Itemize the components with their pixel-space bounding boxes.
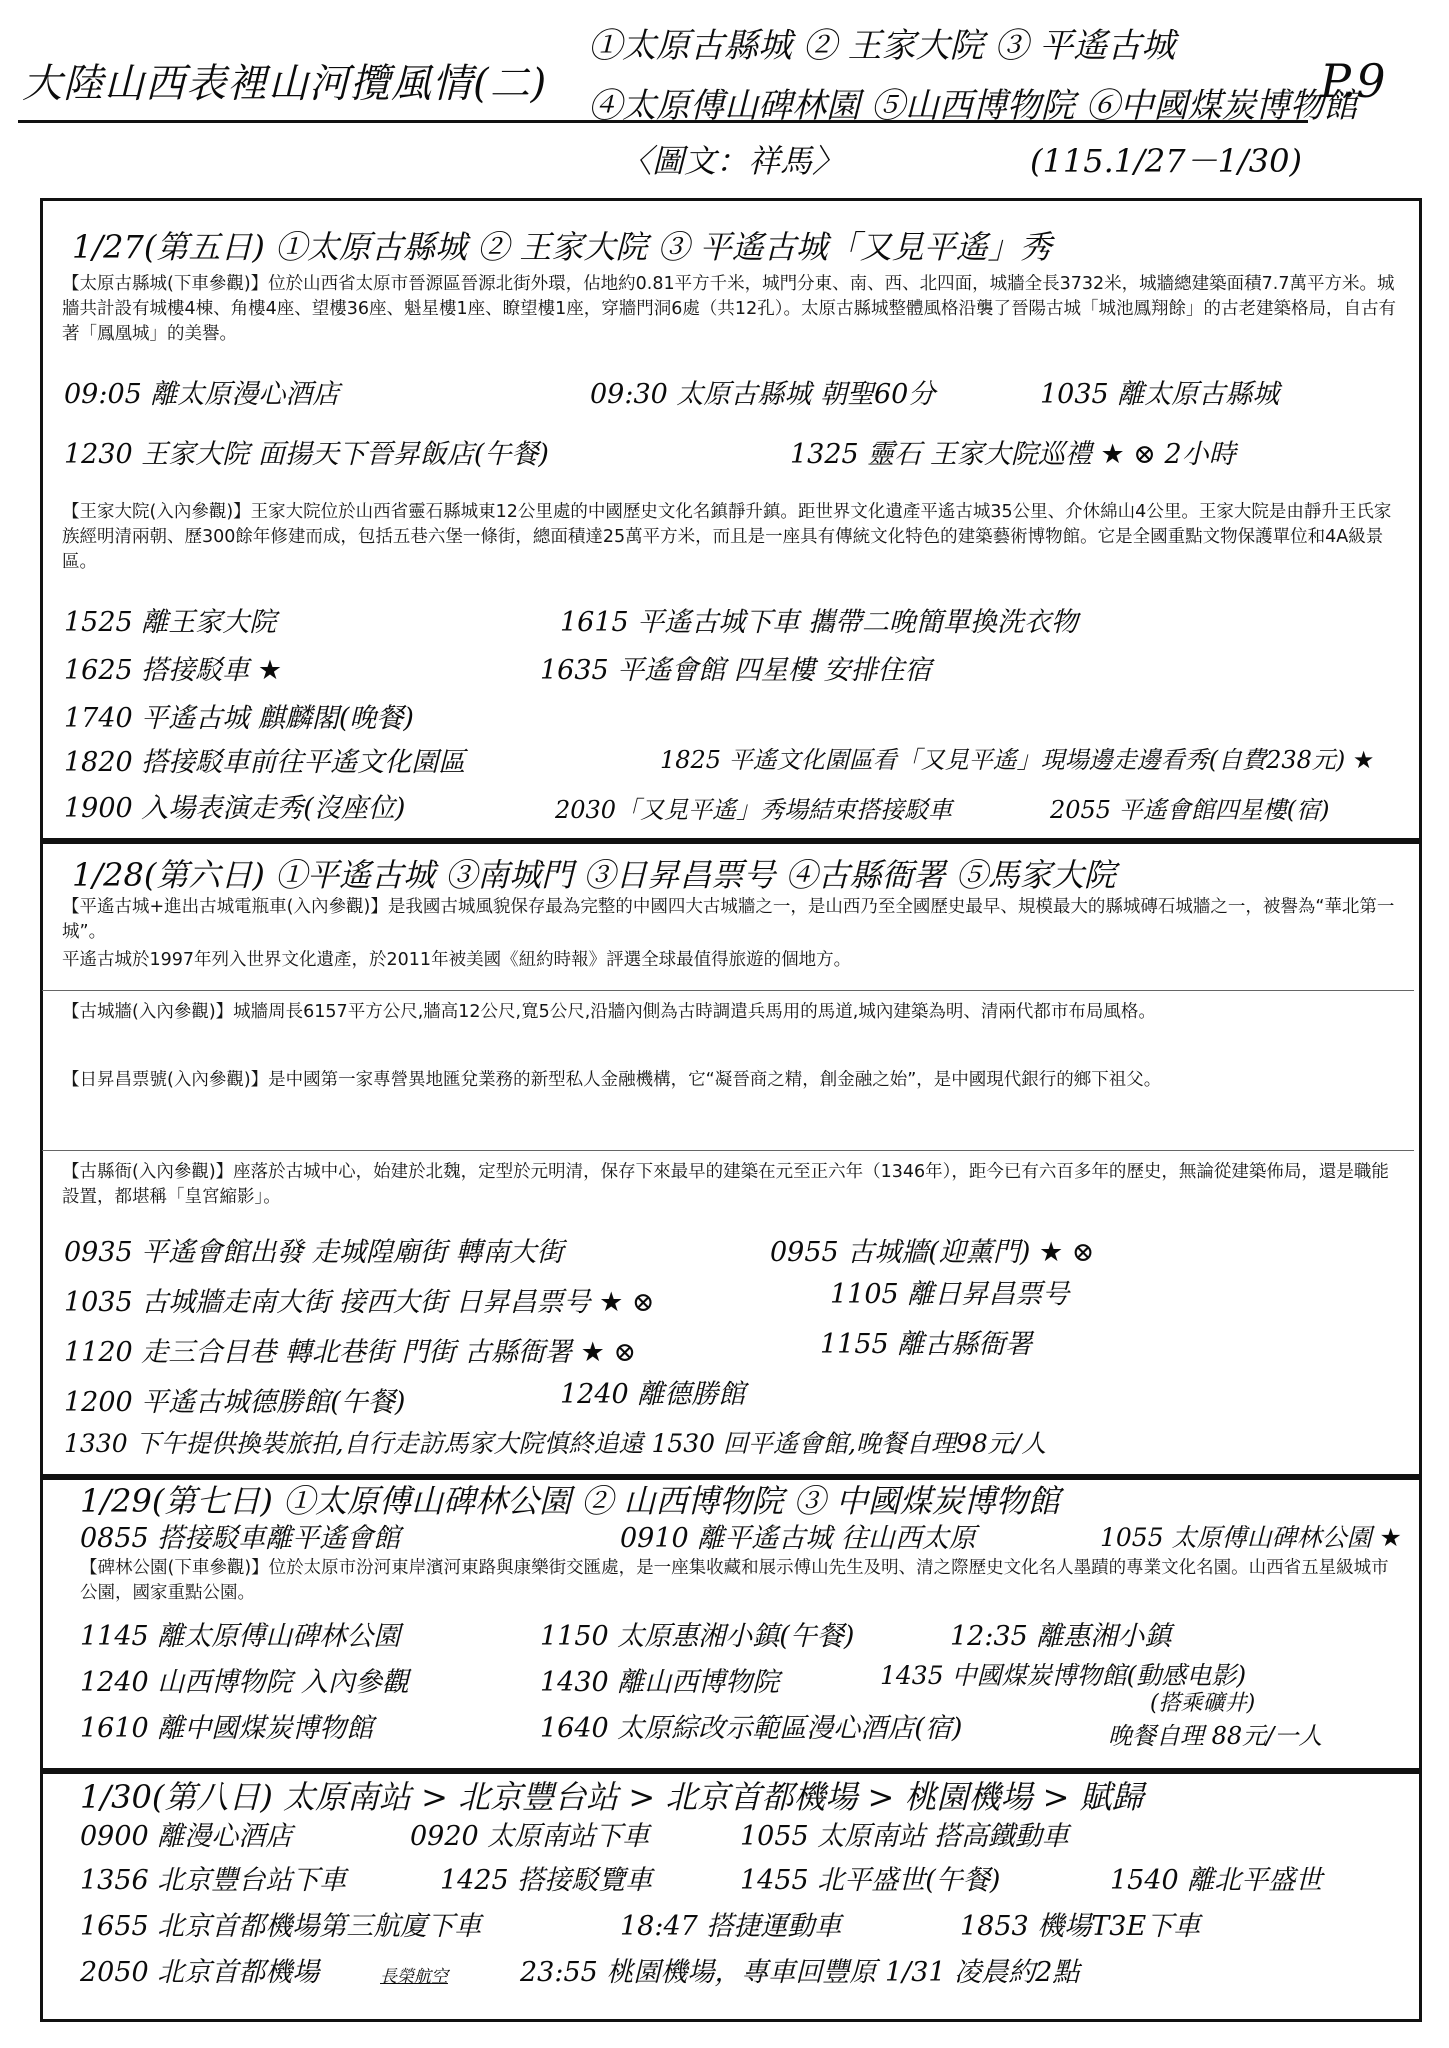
day7-schedule-1055-text: 1055 太原傅山碑林公園 <box>1100 1523 1372 1552</box>
day7-paragraph-beilin: 【碑林公園(下車參觀)】位於太原市汾河東岸濱河東路與康樂街交匯處，是一座集收藏和展示傅山先生及明、清之際歷史文化名人墨蹟的專業文化名園。山西省五星級城市公園，國家重點公園。 <box>80 1558 1389 1603</box>
day7-schedule-1240: 1240 山西博物院 入內參觀 <box>80 1667 409 1698</box>
day5-schedule-1625 <box>64 648 282 687</box>
day5-schedule-1825-text: 1825 平遙文化園區看「又見平遙」現場邊走邊看秀(自費238元) <box>660 746 1346 774</box>
day7-schedule-1235: 12:35 離惠湘小鎮 <box>950 1621 1172 1652</box>
day8-schedule-0900: 0900 離漫心酒店 <box>80 1821 293 1852</box>
day8-schedule-1055: 1055 太原南站 搭高鐵動車 <box>740 1821 1069 1852</box>
star-mark: ★ <box>1100 439 1125 470</box>
trip-dates: (115.1/27－1/30) <box>1030 142 1302 180</box>
day6-paragraph-citywall: 【古城牆(入內參觀)】城牆周長6157平方公尺,牆高12公尺,寬5公尺,沿牆內側為古時調遣兵馬用的馬道,城內建築為明、清兩代都市布局風格。 <box>62 1002 1156 1022</box>
star-mark: ★ <box>1379 1523 1402 1552</box>
day5-schedule-1230: 1230 王家大院 面揚天下晉昇飯店(午餐) <box>64 439 549 470</box>
day7-schedule-1055 <box>1100 1518 1402 1554</box>
star-mark: ★ <box>1352 746 1375 774</box>
page-number: P.9 <box>1320 54 1386 108</box>
document-title: 大陸山西表裡山河攬風情(二) <box>22 61 548 107</box>
day5-schedule-1325-text: 1325 靈石 王家大院巡禮 <box>790 439 1092 470</box>
day8-schedule-1853: 1853 機場T3E下車 <box>960 1911 1201 1942</box>
day5-schedule-1820: 1820 搭接駁車前往平遙文化園區 <box>64 747 466 778</box>
day5-schedule-1740: 1740 平遙古城 麒麟閣(晚餐) <box>64 703 414 734</box>
author-credit: 〈圖文：祥馬〉 <box>620 142 845 180</box>
title-underline <box>18 120 1308 123</box>
day7-schedule-0855: 0855 搭接駁車離平遙會館 <box>80 1523 401 1554</box>
airline-label: 長榮航空 <box>380 1967 448 1987</box>
day6-schedule-1035-text: 1035 古城牆走南大街 接西大街 日昇昌票号 <box>64 1287 591 1318</box>
day8-schedule-2050: 2050 北京首都機場 <box>80 1957 320 1988</box>
star-mark: ★ <box>1038 1237 1064 1268</box>
day7-schedule-1435-note: (搭乘礦井) <box>1150 1691 1256 1716</box>
day8-schedule-0920: 0920 太原南站下車 <box>410 1821 650 1852</box>
header-subtitle-line1: ①太原古縣城 ② 王家大院 ③ 平遙古城 <box>588 26 1176 66</box>
day5-schedule-0930: 09:30 太原古縣城 朝聖60分 <box>590 379 936 410</box>
day8-schedule-1356: 1356 北京豐台站下車 <box>80 1865 347 1896</box>
day6-schedule-0955-text: 0955 古城牆(迎薰門) <box>770 1237 1031 1268</box>
day5-schedule-1900: 1900 入場表演走秀(沒座位) <box>64 793 406 824</box>
day5-schedule-0905: 09:05 離太原漫心酒店 <box>64 379 340 410</box>
day6-paragraph-unesco: 平遙古城於1997年列入世界文化遺產，於2011年被美國《紐約時報》評選全球最值得旅遊的個地方。 <box>62 950 852 970</box>
day6-schedule-1035 <box>64 1280 655 1319</box>
day7-schedule-1435: 1435 中國煤炭博物館(動感电影) <box>880 1661 1247 1690</box>
cross-mark: ⊗ <box>1071 1237 1095 1268</box>
cross-mark: ⊗ <box>1133 439 1156 470</box>
day5-schedule-1325 <box>790 432 1236 471</box>
day5-schedule-1615: 1615 平遙古城下車 攜帶二晚簡單換洗衣物 <box>560 607 1078 638</box>
day6-schedule-0935: 0935 平遙會館出發 走城隍廟街 轉南大街 <box>64 1237 564 1268</box>
day8-schedule-1847: 18:47 搭捷運動車 <box>620 1911 842 1942</box>
day5-schedule-1825 <box>660 740 1374 775</box>
day5-paragraph-wangjia: 【王家大院(入內參觀)】王家大院位於山西省靈石縣城東12公里處的中國歷史文化名鎮靜升鎮。距世界文化遺產平遙古城35公里、介休綿山4公里。王家大院是由靜升王氏家族經明清兩朝、歷300餘年修建而成，包括五巷六堡一條街，總面積達25萬平方米，而且是一座具有傳統文化特色的建築藝術博物館。它是全國重點文物保護單位和4A級景區。 <box>62 502 1392 572</box>
day6-schedule-1105: 1105 離日昇昌票号 <box>830 1279 1070 1310</box>
day5-schedule-2055: 2055 平遙會館四星樓(宿) <box>1050 796 1330 824</box>
star-mark: ★ <box>257 655 283 686</box>
day6-heading: 1/28(第六日) ①平遙古城 ③南城門 ③日昇昌票号 ④古縣衙署 ⑤馬家大院 <box>72 856 1116 894</box>
day5-schedule-2030: 2030「又見平遙」秀場結束搭接駁車 <box>555 796 953 824</box>
day7-schedule-0910: 0910 離平遙古城 往山西太原 <box>620 1523 976 1554</box>
day7-schedule-1610: 1610 離中國煤炭博物館 <box>80 1713 374 1744</box>
star-mark: ★ <box>599 1287 624 1318</box>
day6-schedule-1120-text: 1120 走三合目巷 轉北巷街 門街 古縣衙署 <box>64 1337 573 1368</box>
day8-heading: 1/30(第八日) 太原南站 > 北京豐台站 > 北京首都機場 > 桃園機場 > 賦歸 <box>80 1778 1144 1816</box>
day7-heading: 1/29(第七日) ①太原傅山碑林公園 ② 山西博物院 ③ 中國煤炭博物館 <box>80 1482 1060 1520</box>
section-divider <box>42 990 1414 991</box>
day6-schedule-1155: 1155 離古縣衙署 <box>820 1329 1033 1360</box>
day8-schedule-2355: 23:55 桃園機場，專車回豐原 1/31 凌晨約2點 <box>520 1957 1080 1988</box>
day6-schedule-1330: 1330 下午提供換裝旅拍,自行走訪馬家大院慎終追遠 1530 回平遙會館,晚餐自理98元/人 <box>64 1429 1047 1458</box>
day7-schedule-dinner: 晚餐自理 88元/一人 <box>1108 1722 1323 1750</box>
day6-schedule-1200: 1200 平遙古城德勝館(午餐) <box>64 1387 406 1418</box>
section-divider <box>42 1150 1414 1151</box>
star-mark: ★ <box>580 1337 605 1368</box>
day5-schedule-1635: 1635 平遙會館 四星樓 安排住宿 <box>540 655 932 686</box>
day7-schedule-1145: 1145 離太原傅山碑林公園 <box>80 1621 401 1652</box>
header-subtitle-line2: ④太原傅山碑林園 ⑤山西博物院 ⑥中國煤炭博物館 <box>588 86 1358 126</box>
day6-schedule-0955 <box>770 1230 1094 1269</box>
day7-schedule-1640: 1640 太原綜改示範區漫心酒店(宿) <box>540 1713 963 1744</box>
cross-mark: ⊗ <box>631 1287 655 1318</box>
day6-paragraph-rishengchang: 【日昇昌票號(入內參觀)】是中國第一家專營異地匯兌業務的新型私人金融機構，它“凝晉商之精，創金融之始”，是中國現代銀行的鄉下祖父。 <box>62 1070 1162 1090</box>
day6-paragraph-yamen: 【古縣衙(入內參觀)】座落於古城中心，始建於北魏，定型於元明清，保存下來最早的建築在元至正六年（1346年），距今已有六百多年的歷史，無論從建築佈局，還是職能設置，都堪稱「皇宮縮影」。 <box>62 1162 1389 1207</box>
day7-schedule-1430: 1430 離山西博物院 <box>540 1667 780 1698</box>
day5-paragraph-taiyuan: 【太原古縣城(下車參觀)】位於山西省太原市晉源區晉源北街外環，佔地約0.81平方千米，城門分東、南、西、北四面，城牆全長3732米，城牆總建築面積7.7萬平方米。城牆共計設有城樓4棟、角樓4座、望樓36座、魁星樓1座、瞭望樓1座，穿牆門洞6處（共12孔）。太原古縣城整體風格沿襲了晉陽古城「城池鳳翔餘」的古老建築格局，自古有著「鳳凰城」的美譽。 <box>62 274 1396 344</box>
day8-schedule-1655: 1655 北京首都機場第三航廈下車 <box>80 1911 482 1942</box>
day5-schedule-1525: 1525 離王家大院 <box>64 607 277 638</box>
cross-mark: ⊗ <box>613 1337 637 1368</box>
day8-schedule-1455: 1455 北平盛世(午餐) <box>740 1865 1001 1896</box>
day6-schedule-1240: 1240 離德勝館 <box>560 1379 746 1410</box>
day8-schedule-1540: 1540 離北平盛世 <box>1110 1865 1323 1896</box>
day8-schedule-1425: 1425 搭接駁覽車 <box>440 1865 653 1896</box>
day5-schedule-1325-duration: 2小時 <box>1164 439 1236 470</box>
day5-schedule-1625-text: 1625 搭接駁車 <box>64 655 250 686</box>
day6-paragraph-pingyao: 【平遙古城+進出古城電瓶車(入內參觀)】是我國古城風貌保存最為完整的中國四大古城牆之一，是山西乃至全國歷史最早、規模最大的縣城磚石城牆之一，被譽為“華北第一城”。 <box>62 897 1395 942</box>
day6-schedule-1120 <box>64 1330 636 1369</box>
day5-heading: 1/27(第五日) ①太原古縣城 ② 王家大院 ③ 平遙古城「又見平遙」秀 <box>72 228 1052 266</box>
day5-schedule-1035: 1035 離太原古縣城 <box>1040 379 1280 410</box>
day7-schedule-1150: 1150 太原惠湘小鎮(午餐) <box>540 1621 855 1652</box>
